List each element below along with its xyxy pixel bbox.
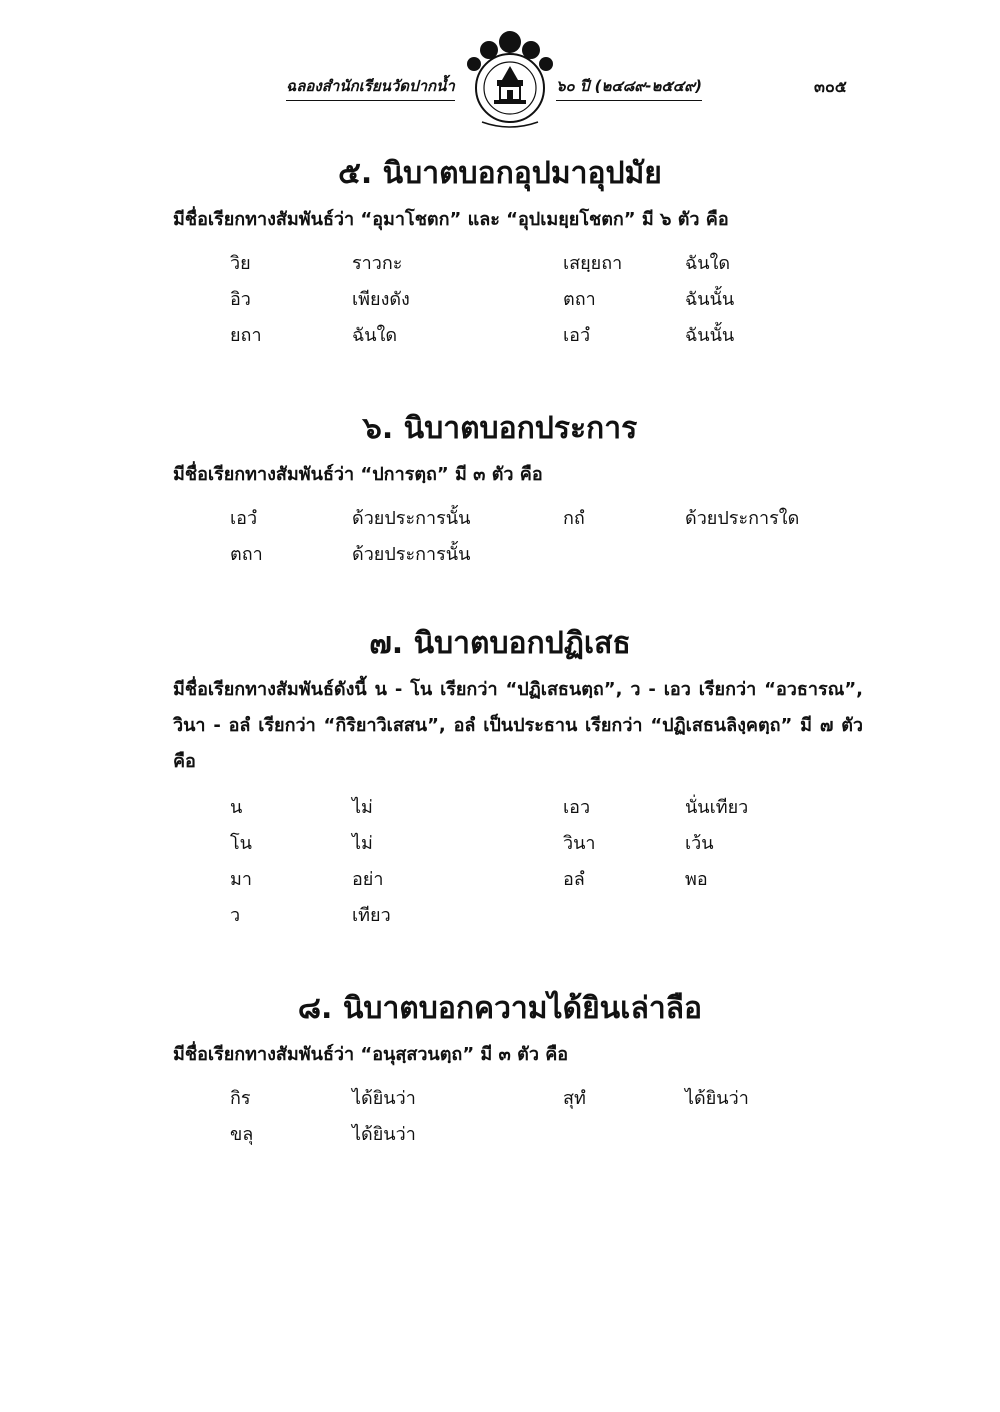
pali-word: ตถา <box>230 544 263 565</box>
pali-word: วินา <box>563 833 596 854</box>
thai-meaning: เว้น <box>685 833 714 854</box>
pali-word: เอวํ <box>230 508 258 529</box>
thai-meaning: ฉันนั้น <box>685 325 735 346</box>
thai-meaning: ด้วยประการนั้น <box>352 544 471 565</box>
pali-word: เอว <box>563 797 591 818</box>
pali-word: ว <box>230 905 241 926</box>
thai-meaning: ราวกะ <box>352 253 403 274</box>
pali-word: ขลุ <box>230 1124 254 1145</box>
pali-word: เอวํ <box>563 325 591 346</box>
thai-meaning: ฉันนั้น <box>685 289 735 310</box>
pali-word: กิร <box>230 1088 251 1109</box>
thai-meaning: ได้ยินว่า <box>352 1088 416 1109</box>
section-5 <box>0 150 1000 346</box>
section-description: มีชื่อเรียกทางสัมพันธ์ว่า “ปการตฺถ” มี ๓ ตัว คือ <box>173 464 543 485</box>
thai-meaning: ไม่ <box>352 833 373 854</box>
pali-word: วิย <box>230 253 251 274</box>
pali-word: โน <box>230 833 252 854</box>
pali-word: กถํ <box>563 508 585 529</box>
thai-meaning: ด้วยประการใด <box>685 508 800 529</box>
thai-meaning: ไม่ <box>352 797 373 818</box>
section-title: ๖. นิบาตบอกประการ <box>362 411 638 446</box>
pali-word: ยถา <box>230 325 262 346</box>
pali-word: น <box>230 797 243 818</box>
section-title: ๘. นิบาตบอกความได้ยินเล่าลือ <box>297 991 703 1026</box>
section-title: ๕. นิบาตบอกอุปมาอุปมัย <box>338 156 662 191</box>
section-6 <box>0 405 1000 565</box>
thai-meaning: เทียว <box>352 905 391 926</box>
temple-emblem-logo <box>462 26 558 132</box>
thai-meaning: อย่า <box>352 869 384 890</box>
thai-meaning: ฉันใด <box>685 253 731 274</box>
running-header-left: ฉลองสำนักเรียนวัดปากน้ำ <box>286 74 455 101</box>
section-description: มีชื่อเรียกทางสัมพันธ์ว่า “อนุสฺสวนตฺถ” มี ๓ ตัว คือ <box>173 1044 569 1065</box>
section-7 <box>0 620 1000 926</box>
thai-meaning: ได้ยินว่า <box>685 1088 749 1109</box>
thai-meaning: เพียงดัง <box>352 289 410 310</box>
page-header <box>0 0 1000 130</box>
pali-word: อลํ <box>563 869 585 890</box>
pali-word: สุทํ <box>563 1088 586 1109</box>
thai-meaning: ฉันใด <box>352 325 398 346</box>
section-8 <box>0 985 1000 1145</box>
thai-meaning: ด้วยประการนั้น <box>352 508 471 529</box>
pali-word: มา <box>230 869 252 890</box>
section-title: ๗. นิบาตบอกปฏิเสธ <box>369 626 631 661</box>
page-number: ๓๐๕ <box>814 77 847 96</box>
thai-meaning: พอ <box>685 869 708 890</box>
section-description: มีชื่อเรียกทางสัมพันธ์ดังนี้ น - โน เรียกว่า “ปฏิเสธนตฺถ”, ว - เอว เรียกว่า “อวธารณ”, วินา - อลํ เรียกว่า “กิริยาวิเสสน”, อลํ เป็นประธาน เรียกว่า “ปฏิเสธนลิงฺคตฺถ” มี ๗ ตัว คือ <box>173 679 863 772</box>
pali-word: เสยฺยถา <box>563 253 623 274</box>
pali-word: อิว <box>230 289 251 310</box>
pali-word: ตถา <box>563 289 596 310</box>
thai-meaning: ได้ยินว่า <box>352 1124 416 1145</box>
thai-meaning: นั่นเทียว <box>685 797 749 818</box>
section-description: มีชื่อเรียกทางสัมพันธ์ว่า “อุมาโชตก” และ “อุปเมยฺยโชตก” มี ๖ ตัว คือ <box>173 209 729 230</box>
running-header-center: ๖๐ ปี (๒๔๘๙-๒๕๔๙) <box>556 74 702 101</box>
